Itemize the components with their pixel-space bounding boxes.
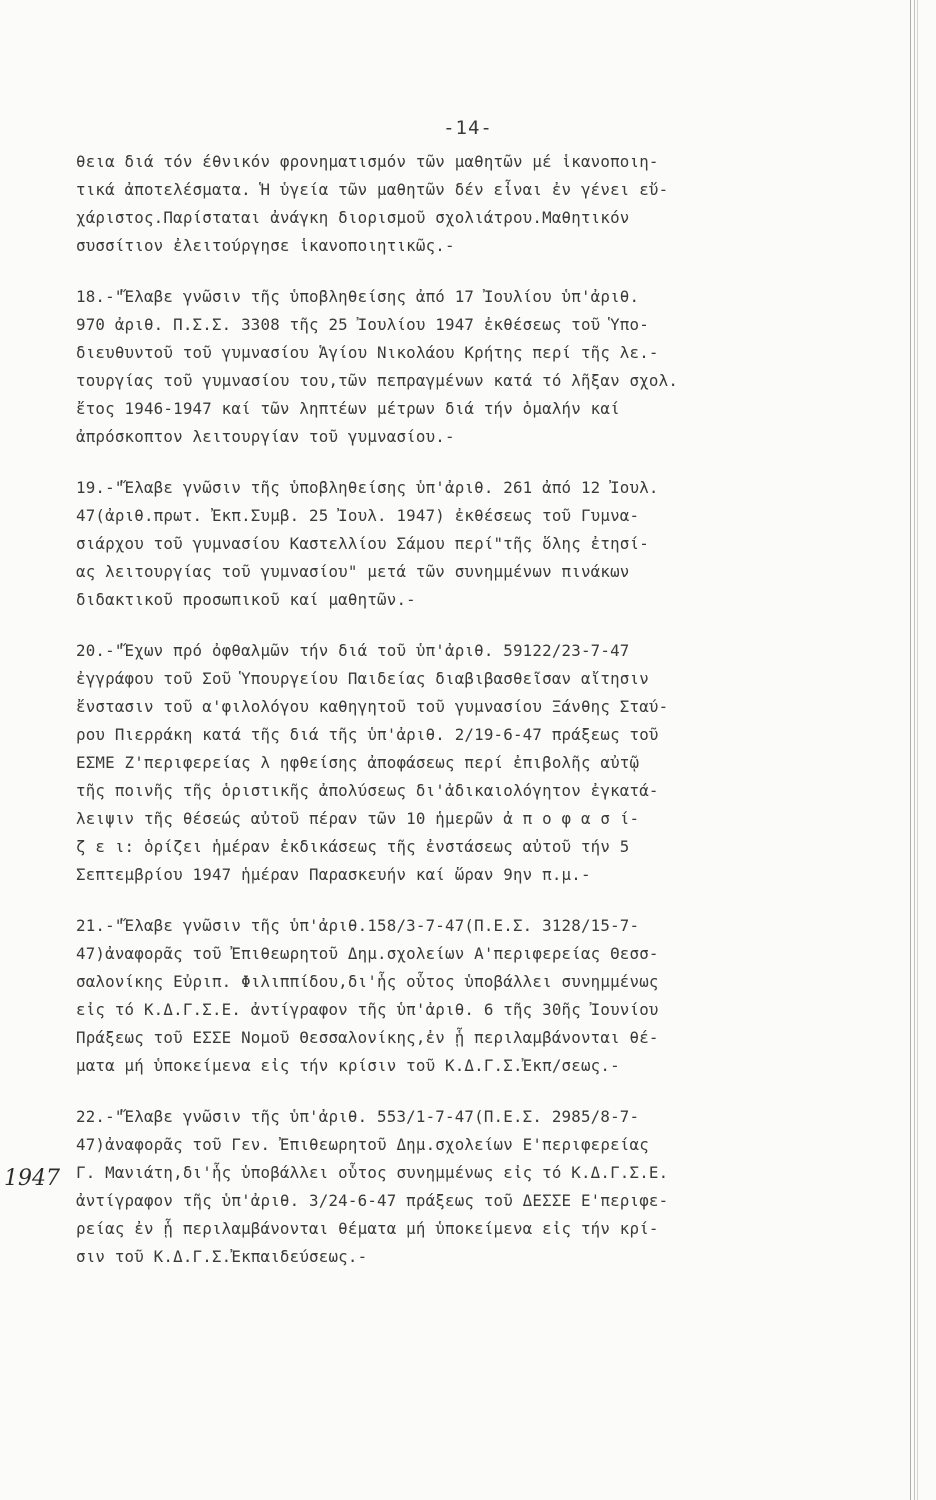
text-line: λειψιν τῆς θέσεώς αὐτοῦ πέραν τῶν 10 ἡμερῶν ἀ π ο φ α σ ί- <box>76 809 640 828</box>
text-line: διευθυντοῦ τοῦ γυμνασίου Ἁγίου Νικολάου Κρήτης περί τῆς λε.- <box>76 343 659 362</box>
text-line: ἔνστασιν τοῦ α'φιλολόγου καθηγητοῦ τοῦ γυμνασίου Ξάνθης Σταύ- <box>76 697 669 716</box>
text-line: ας λειτουργίας τοῦ γυμνασίου" μετά τῶν συνημμένων πινάκων <box>76 562 630 581</box>
text-line: σαλονίκης Εὐριπ. Φιλιππίδου,δι'ἧς οὗτος ὑποβάλλει συνημμένως <box>76 972 659 991</box>
paragraph-gap <box>76 451 896 474</box>
text-line: Σεπτεμβρίου 1947 ἡμέραν Παρασκευήν καί ὥραν 9ην π.μ.- <box>76 865 591 884</box>
text-line: θεια διά τόν έθνικόν φρονηματισμόν τῶν μαθητῶν μέ ἱκανοποιη- <box>76 152 659 171</box>
text-line: 47)ἀναφορᾶς τοῦ Γεν. Ἐπιθεωρητοῦ Δημ.σχολείων Ε'περιφερείας <box>76 1135 649 1154</box>
text-line: διδακτικοῦ προσωπικοῦ καί μαθητῶν.- <box>76 590 416 609</box>
text-line: 970 ἀριθ. Π.Σ.Σ. 3308 τῆς 25 Ἰουλίου 1947 ἐκθέσεως τοῦ Ὑπο- <box>76 315 649 334</box>
paragraph-gap <box>76 1080 896 1103</box>
text-line: 47(ἀριθ.πρωτ. Ἐκπ.Συμβ. 25 Ἰουλ. 1947) ἐκθέσεως τοῦ Γυμνα- <box>76 506 640 525</box>
text-line: ζ ε ι: ὁρίζει ἡμέραν ἐκδικάσεως τῆς ἐνστάσεως αὐτοῦ τήν 5 <box>76 837 630 856</box>
text-line: ἀπρόσκοπτον λειτουργίαν τοῦ γυμνασίου.- <box>76 427 455 446</box>
text-line: 22.-"Ἔλαβε γνῶσιν τῆς ὑπ'ἀριθ. 553/1-7-47(Π.Ε.Σ. 2985/8-7- <box>76 1107 640 1126</box>
text-line: σιν τοῦ Κ.Δ.Γ.Σ.Ἐκπαιδεύσεως.- <box>76 1247 368 1266</box>
text-line: 18.-"Ἔλαβε γνῶσιν τῆς ὑποβληθείσης ἀπό 17 Ἰουλίου ὑπ'ἀριθ. <box>76 287 640 306</box>
text-line: ΕΣΜΕ Ζ'περιφερείας λ ηφθείσης ἀποφάσεως περί ἐπιβολῆς αὐτῷ <box>76 753 640 772</box>
margin-note: 1947 <box>4 1166 60 1191</box>
text-line: Γ. Μανιάτη,δι'ἧς ὑποβάλλει οὗτος συνημμένως εἰς τό Κ.Δ.Γ.Σ.Ε. <box>76 1163 669 1182</box>
text-line: ρου Πιερράκη κατά τῆς διά τῆς ὑπ'ἀριθ. 2/19-6-47 πράξεως τοῦ <box>76 725 659 744</box>
text-line: εἰς τό Κ.Δ.Γ.Σ.Ε. ἀντίγραφον τῆς ὑπ'ἀριθ. 6 τῆς 30ῆς Ἰουνίου <box>76 1000 659 1019</box>
body-text <box>76 148 896 1271</box>
text-line: ρείας ἐν ᾗ περιλαμβάνονται θέματα μή ὑποκείμενα εἰς τήν κρί- <box>76 1219 659 1238</box>
text-line: 20.-"Ἔχων πρό ὀφθαλμῶν τήν διά τοῦ ὑπ'ἀριθ. 59122/23-7-47 <box>76 641 630 660</box>
text-line: Πράξεως τοῦ ΕΣΣΕ Νομοῦ Θεσσαλονίκης,ἐν ᾗ περιλαμβάνονται θέ- <box>76 1028 659 1047</box>
text-line: 47)ἀναφορᾶς τοῦ Ἐπιθεωρητοῦ Δημ.σχολείων Α'περιφερείας Θεσσ- <box>76 944 659 963</box>
text-line: 19.-"Ἔλαβε γνῶσιν τῆς ὑποβληθείσης ὑπ'ἀριθ. 261 ἀπό 12 Ἰουλ. <box>76 478 659 497</box>
text-line: συσσίτιον ἐλειτούργησε ἱκανοποιητικῶς.- <box>76 236 455 255</box>
paragraph-gap <box>76 889 896 912</box>
text-line: ματα μή ὑποκείμενα εἰς τήν κρίσιν τοῦ Κ.Δ.Γ.Σ.Ἐκπ/σεως.- <box>76 1056 620 1075</box>
text-line: τικά ἀποτελέσματα. Ἡ ὑγεία τῶν μαθητῶν δέν εἶναι ἐν γένει εὔ- <box>76 180 669 199</box>
binding-line <box>914 0 915 1500</box>
text-line: 21.-"Ἔλαβε γνῶσιν τῆς ὑπ'ἀριθ.158/3-7-47(Π.Ε.Σ. 3128/15-7- <box>76 916 640 935</box>
text-line: τουργίας τοῦ γυμνασίου του,τῶν πεπραγμένων κατά τό λῆξαν σχολ. <box>76 371 679 390</box>
page-binding-edge <box>906 0 936 1500</box>
text-line: χάριστος.Παρίσταται ἀνάγκη διορισμοῦ σχολιάτρου.Μαθητικόν <box>76 208 630 227</box>
text-line: τῆς ποινῆς τῆς ὁριστικῆς ἀπολύσεως δι'ἀδικαιολόγητον ἐγκατά- <box>76 781 659 800</box>
text-line: ἔτος 1946-1947 καί τῶν ληπτέων μέτρων διά τήν ὁμαλήν καί <box>76 399 620 418</box>
binding-line <box>917 0 918 1500</box>
text-line: ἐγγράφου τοῦ Σοῦ Ὑπουργείου Παιδείας διαβιβασθεῖσαν αἴτησιν <box>76 669 649 688</box>
text-line: σιάρχου τοῦ γυμνασίου Καστελλίου Σάμου περί"τῆς ὅλης ἐτησί- <box>76 534 649 553</box>
binding-line <box>910 0 911 1500</box>
page-number: -14- <box>443 117 493 139</box>
paragraph-gap <box>76 260 896 283</box>
paragraph-gap <box>76 614 896 637</box>
text-line: ἀντίγραφον τῆς ὑπ'ἀριθ. 3/24-6-47 πράξεως τοῦ ΔΕΣΣΕ Ε'περιφε- <box>76 1191 669 1210</box>
